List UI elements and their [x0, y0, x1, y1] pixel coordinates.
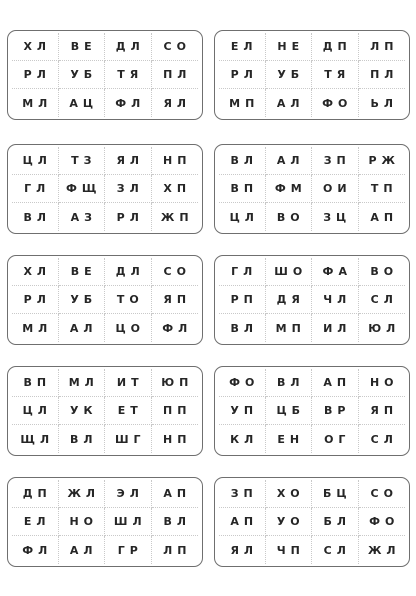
letter-pair: ХП [152, 175, 199, 203]
letter-pair: ВО [266, 203, 313, 231]
letter-pair: РЛ [105, 203, 152, 231]
letter-pair: ВЛ [219, 147, 266, 175]
letter-pair: АП [312, 369, 359, 397]
letter-pair: ФЛ [12, 536, 59, 564]
letter-pair: ФЛ [105, 89, 152, 117]
letter-pair: СО [152, 258, 199, 286]
letter-pair: ШЛ [105, 508, 152, 536]
letter-pair: УБ [59, 61, 106, 89]
letter-pair: РЖ [359, 147, 406, 175]
letter-pair: НЕ [266, 33, 313, 61]
letter-pair: ЗП [312, 147, 359, 175]
letter-pair: ОГ [312, 425, 359, 453]
letter-grid [12, 369, 198, 453]
letter-pair: НО [59, 508, 106, 536]
letter-pair: ФО [219, 369, 266, 397]
letter-grid [12, 480, 198, 564]
letter-pair: ФО [359, 508, 406, 536]
letter-pair: ВЛ [219, 314, 266, 342]
letter-grid [12, 147, 198, 231]
letter-pair: ШО [266, 258, 313, 286]
letter-grid [219, 33, 405, 117]
letter-pair: ФЩ [59, 175, 106, 203]
letter-pair: ЧЛ [312, 286, 359, 314]
letter-pair: ЗЛ [105, 175, 152, 203]
letter-pair: ХО [266, 480, 313, 508]
letter-pair: БЦ [312, 480, 359, 508]
letter-pair: ВО [359, 258, 406, 286]
letter-pair: ДЯ [266, 286, 313, 314]
letter-pair: ЧП [266, 536, 313, 564]
letter-pair: ХЛ [12, 258, 59, 286]
letter-pair: ФЛ [162, 321, 193, 335]
letter-pair: ЩЛ [12, 425, 59, 453]
letter-pair: НП [163, 432, 192, 446]
letter-pair: ФМ [266, 175, 313, 203]
letter-pair: МП [219, 89, 266, 117]
letter-card [7, 366, 203, 456]
letter-pair: НП [152, 147, 199, 175]
letter-pair: ЕТ [105, 397, 152, 425]
letter-pair: АП [152, 480, 199, 508]
letter-pair: ВЕ [59, 258, 106, 286]
letter-pair: ГЛ [12, 175, 59, 203]
letter-pair: ГР [105, 536, 152, 564]
letter-pair: ЯЛ [163, 96, 192, 110]
letter-pair: РП [219, 286, 266, 314]
letter-grid [12, 33, 198, 117]
letter-pair: СО [359, 480, 406, 508]
letter-pair: ТЯ [105, 61, 152, 89]
letter-pair: АП [219, 508, 266, 536]
letter-pair: ВР [312, 397, 359, 425]
letter-pair: РЛ [12, 286, 59, 314]
letter-pair: ЕЛ [219, 33, 266, 61]
letter-pair: ПЛ [359, 61, 406, 89]
letter-pair: ЯП [152, 286, 199, 314]
letter-pair: АП [370, 210, 399, 224]
letter-pair: ТП [359, 175, 406, 203]
letter-pair: ЕН [266, 425, 313, 453]
letter-pair: ЛП [163, 543, 192, 557]
letter-pair: СЛ [359, 286, 406, 314]
letter-pair: ОИ [312, 175, 359, 203]
letter-pair: ЦЛ [12, 397, 59, 425]
letter-pair: ЦЛ [219, 203, 266, 231]
letter-card [214, 366, 410, 456]
letter-pair: НО [359, 369, 406, 397]
letter-pair: КЛ [219, 425, 266, 453]
letter-pair: ВЛ [152, 508, 199, 536]
letter-pair: ФА [312, 258, 359, 286]
letter-pair: ФО [312, 89, 359, 117]
letter-pair: ЗП [219, 480, 266, 508]
letter-pair: АЦ [59, 89, 106, 117]
letter-card [214, 144, 410, 234]
letter-pair: ШГ [105, 425, 152, 453]
letter-pair: УО [266, 508, 313, 536]
letter-pair: ЦБ [266, 397, 313, 425]
letter-pair: ЦО [105, 314, 152, 342]
letter-grid [219, 369, 405, 453]
letter-pair: ЖЛ [367, 543, 401, 557]
letter-pair: ЦЛ [12, 147, 59, 175]
letter-pair: АЛ [266, 89, 313, 117]
letter-card [214, 30, 410, 120]
letter-pair: СЛ [370, 432, 398, 446]
letter-pair: ТЗ [59, 147, 106, 175]
letter-pair: ВЛ [12, 203, 59, 231]
letter-pair: ЕЛ [12, 508, 59, 536]
letter-pair: ВП [12, 369, 59, 397]
letter-pair: УБ [266, 61, 313, 89]
letter-pair: ЬЛ [370, 96, 399, 110]
letter-pair: РЛ [12, 61, 59, 89]
letter-pair: СО [152, 33, 199, 61]
letter-pair: ДП [312, 33, 359, 61]
letter-pair: ДП [12, 480, 59, 508]
letter-pair: МЛ [59, 369, 106, 397]
letter-grid [219, 258, 405, 342]
letter-card [7, 255, 203, 345]
letter-card [214, 477, 410, 567]
letter-pair: СЛ [312, 536, 359, 564]
letter-pair: ДЛ [105, 258, 152, 286]
letter-pair: ЗЦ [312, 203, 359, 231]
letter-pair: ВЛ [59, 425, 106, 453]
letter-pair: МП [266, 314, 313, 342]
letter-pair: МЛ [12, 314, 59, 342]
letter-grid [219, 480, 405, 564]
letter-pair: ЛП [359, 33, 406, 61]
letter-pair: ЯЛ [219, 536, 266, 564]
letter-pair: АЛ [59, 536, 106, 564]
letter-pair: ЖП [160, 210, 194, 224]
letter-pair: АЗ [59, 203, 106, 231]
letter-pair: ПП [152, 397, 199, 425]
letter-pair: ИЛ [312, 314, 359, 342]
letter-pair: ЯП [359, 397, 406, 425]
letter-pair: ДЛ [105, 33, 152, 61]
letter-pair: ТЯ [312, 61, 359, 89]
letter-pair: ИТ [105, 369, 152, 397]
letter-card [7, 477, 203, 567]
letter-pair: АЛ [59, 314, 106, 342]
letter-pair: ВЛ [266, 369, 313, 397]
letter-pair: УБ [59, 286, 106, 314]
letter-pair: ЮЛ [368, 321, 401, 335]
letter-grid [12, 258, 198, 342]
letter-pair: БЛ [312, 508, 359, 536]
letter-pair: ХЛ [12, 33, 59, 61]
letter-pair: МЛ [12, 89, 59, 117]
letter-pair: ЮП [152, 369, 199, 397]
letter-pair: ВП [219, 175, 266, 203]
letter-card [7, 30, 203, 120]
letter-pair: РЛ [219, 61, 266, 89]
letter-pair: УК [59, 397, 106, 425]
letter-pair: УП [219, 397, 266, 425]
letter-pair: ПЛ [152, 61, 199, 89]
letter-pair: АЛ [266, 147, 313, 175]
letter-grid [219, 147, 405, 231]
letter-pair: ЯЛ [105, 147, 152, 175]
letter-pair: ГЛ [219, 258, 266, 286]
letter-pair: ВЕ [59, 33, 106, 61]
letter-card [7, 144, 203, 234]
letter-card [214, 255, 410, 345]
letter-pair: ЖЛ [59, 480, 106, 508]
letter-pair: ЭЛ [105, 480, 152, 508]
letter-pair: ТО [105, 286, 152, 314]
